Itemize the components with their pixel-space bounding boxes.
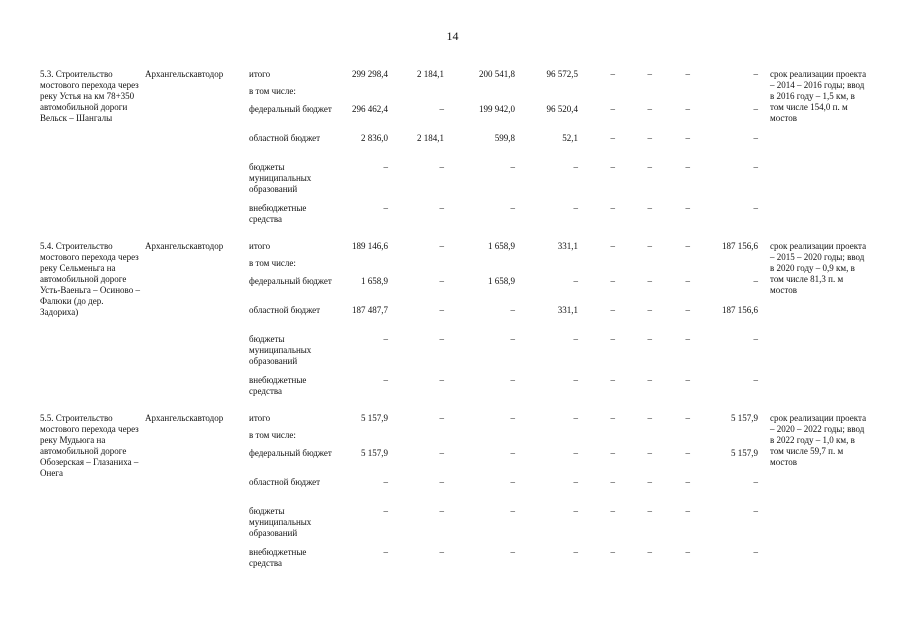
funding-value: – <box>685 305 690 315</box>
funding-value: – <box>439 477 444 487</box>
project-organization: Архангельскавтодор <box>145 413 224 423</box>
funding-value: – <box>383 547 388 557</box>
funding-source-label: областной бюджет <box>249 477 321 487</box>
funding-value: – <box>510 162 515 172</box>
funding-value: 5 157,9 <box>361 413 388 423</box>
funding-value: – <box>610 276 615 286</box>
funding-value: – <box>439 305 444 315</box>
funding-source-label: областной бюджет <box>249 305 321 315</box>
funding-value: – <box>610 413 615 423</box>
funding-value: 187 156,6 <box>722 241 758 251</box>
funding-value: – <box>647 375 652 385</box>
funding-value: – <box>685 547 690 557</box>
funding-value: – <box>383 334 388 344</box>
funding-source-label: федеральный бюджет <box>249 104 332 114</box>
funding-source-label: итого <box>249 413 271 423</box>
funding-value: – <box>383 162 388 172</box>
funding-value: 189 146,6 <box>352 241 388 251</box>
funding-value: – <box>647 203 652 213</box>
funding-source-label: федеральный бюджет <box>249 448 332 458</box>
funding-value: 296 462,4 <box>352 104 388 114</box>
project-note: срок реализации проекта – 2014 – 2016 годы; ввод в 2016 году – 1,5 км, в том числе 154,0 п. м мостов <box>770 69 867 123</box>
funding-value: 1 658,9 <box>361 276 388 286</box>
funding-source-label: бюджеты муниципальных образований <box>249 506 312 538</box>
funding-value: – <box>510 506 515 516</box>
funding-value: – <box>610 506 615 516</box>
funding-value: – <box>753 477 758 487</box>
funding-value: – <box>439 334 444 344</box>
funding-value: – <box>610 547 615 557</box>
funding-value: – <box>647 448 652 458</box>
funding-value: – <box>510 448 515 458</box>
funding-value: – <box>573 413 578 423</box>
funding-value: – <box>753 104 758 114</box>
funding-value: – <box>573 477 578 487</box>
funding-value: – <box>573 203 578 213</box>
project-name: 5.3. Строительство мостового перехода через реку Устья на км 78+350 автомобильной дороги Вельск – Шангалы <box>40 69 139 123</box>
funding-value: – <box>753 334 758 344</box>
project-organization: Архангельскавтодор <box>145 69 224 79</box>
funding-value: 599,8 <box>494 133 515 143</box>
funding-value: – <box>753 133 758 143</box>
funding-source-label: внебюджетные средства <box>249 547 307 568</box>
funding-source-label: федеральный бюджет <box>249 276 332 286</box>
funding-value: – <box>510 305 515 315</box>
funding-value: – <box>439 413 444 423</box>
funding-value: – <box>439 104 444 114</box>
project-name: 5.4. Строительство мостового перехода через реку Сельменьга на автомобильной дороге Усть-Ваеньга – Осиново – Фалюки (до дер. Задориха) <box>40 241 140 317</box>
funding-value: – <box>685 506 690 516</box>
funding-value: – <box>610 305 615 315</box>
funding-value: – <box>573 276 578 286</box>
funding-value: – <box>510 547 515 557</box>
project-block <box>0 69 905 241</box>
funding-value: – <box>439 241 444 251</box>
funding-value: – <box>647 69 652 79</box>
funding-value: – <box>510 375 515 385</box>
funding-value: 5 157,9 <box>731 448 758 458</box>
funding-value: – <box>647 133 652 143</box>
funding-value: – <box>383 203 388 213</box>
project-block <box>0 241 905 413</box>
funding-value: – <box>573 506 578 516</box>
project-note: срок реализации проекта – 2015 – 2020 годы; ввод в 2020 году – 0,9 км, в том числе 81,3 п. м мостов <box>770 241 867 295</box>
funding-value: 331,1 <box>557 241 578 251</box>
funding-value: 5 157,9 <box>361 448 388 458</box>
funding-value: 2 184,1 <box>417 69 444 79</box>
funding-value: – <box>647 506 652 516</box>
funding-value: – <box>439 448 444 458</box>
funding-value: – <box>685 162 690 172</box>
page-number: 14 <box>446 29 459 43</box>
funding-source-label: в том числе: <box>249 258 296 268</box>
funding-value: – <box>685 104 690 114</box>
funding-value: – <box>439 375 444 385</box>
funding-value: – <box>383 506 388 516</box>
funding-value: – <box>647 276 652 286</box>
funding-value: – <box>647 104 652 114</box>
funding-value: – <box>383 375 388 385</box>
funding-value: – <box>510 203 515 213</box>
funding-value: – <box>610 448 615 458</box>
funding-value: 2 836,0 <box>361 133 388 143</box>
funding-value: – <box>610 375 615 385</box>
funding-value: – <box>685 448 690 458</box>
funding-source-label: бюджеты муниципальных образований <box>249 334 312 366</box>
funding-value: 52,1 <box>562 133 578 143</box>
funding-value: – <box>610 104 615 114</box>
funding-value: – <box>510 413 515 423</box>
funding-value: – <box>610 477 615 487</box>
funding-value: 299 298,4 <box>352 69 388 79</box>
funding-value: – <box>573 448 578 458</box>
funding-value: – <box>685 413 690 423</box>
funding-value: – <box>753 506 758 516</box>
funding-value: – <box>647 547 652 557</box>
funding-value: – <box>610 133 615 143</box>
program-table <box>0 69 905 585</box>
funding-value: – <box>439 506 444 516</box>
funding-value: – <box>647 334 652 344</box>
project-organization: Архангельскавтодор <box>145 241 224 251</box>
funding-value: – <box>685 334 690 344</box>
project-note: срок реализации проекта – 2020 – 2022 годы; ввод в 2022 году – 1,0 км, в том числе 59,7 п. м мостов <box>770 413 867 467</box>
funding-value: – <box>685 203 690 213</box>
funding-value: – <box>647 413 652 423</box>
funding-source-label: в том числе: <box>249 430 296 440</box>
funding-value: 187 156,6 <box>722 305 758 315</box>
funding-value: – <box>685 133 690 143</box>
funding-value: – <box>573 334 578 344</box>
funding-source-label: в том числе: <box>249 86 296 96</box>
funding-source-label: внебюджетные средства <box>249 375 307 396</box>
funding-value: – <box>573 162 578 172</box>
funding-value: – <box>685 276 690 286</box>
funding-value: – <box>610 203 615 213</box>
funding-value: 5 157,9 <box>731 413 758 423</box>
funding-source-label: бюджеты муниципальных образований <box>249 162 312 194</box>
funding-value: – <box>753 375 758 385</box>
funding-value: – <box>610 162 615 172</box>
funding-value: – <box>753 276 758 286</box>
funding-value: – <box>685 241 690 251</box>
funding-value: 1 658,9 <box>488 241 515 251</box>
funding-value: – <box>647 162 652 172</box>
funding-value: 96 572,5 <box>546 69 578 79</box>
funding-value: 187 487,7 <box>352 305 388 315</box>
funding-value: – <box>510 477 515 487</box>
funding-value: – <box>753 547 758 557</box>
funding-value: – <box>573 547 578 557</box>
funding-value: – <box>685 375 690 385</box>
funding-value: – <box>510 334 515 344</box>
funding-value: – <box>573 375 578 385</box>
funding-source-label: итого <box>249 241 271 251</box>
funding-value: – <box>753 203 758 213</box>
funding-value: – <box>647 305 652 315</box>
funding-value: – <box>439 203 444 213</box>
funding-value: 1 658,9 <box>488 276 515 286</box>
funding-value: – <box>753 69 758 79</box>
funding-value: – <box>439 547 444 557</box>
funding-value: – <box>439 162 444 172</box>
funding-value: – <box>685 69 690 79</box>
funding-value: 96 520,4 <box>546 104 578 114</box>
funding-value: 331,1 <box>557 305 578 315</box>
funding-value: – <box>647 241 652 251</box>
project-block <box>0 413 905 585</box>
funding-value: 199 942,0 <box>479 104 515 114</box>
project-name: 5.5. Строительство мостового перехода через реку Мудьюга на автомобильной дороге Обозерская – Глазаниха – Онега <box>40 413 139 478</box>
funding-value: 2 184,1 <box>417 133 444 143</box>
funding-value: – <box>685 477 690 487</box>
funding-value: 200 541,8 <box>479 69 515 79</box>
funding-value: – <box>383 477 388 487</box>
funding-value: – <box>753 162 758 172</box>
funding-value: – <box>610 334 615 344</box>
funding-source-label: внебюджетные средства <box>249 203 307 224</box>
funding-source-label: итого <box>249 69 271 79</box>
funding-value: – <box>610 241 615 251</box>
funding-value: – <box>647 477 652 487</box>
funding-value: – <box>439 276 444 286</box>
funding-value: – <box>610 69 615 79</box>
funding-source-label: областной бюджет <box>249 133 321 143</box>
